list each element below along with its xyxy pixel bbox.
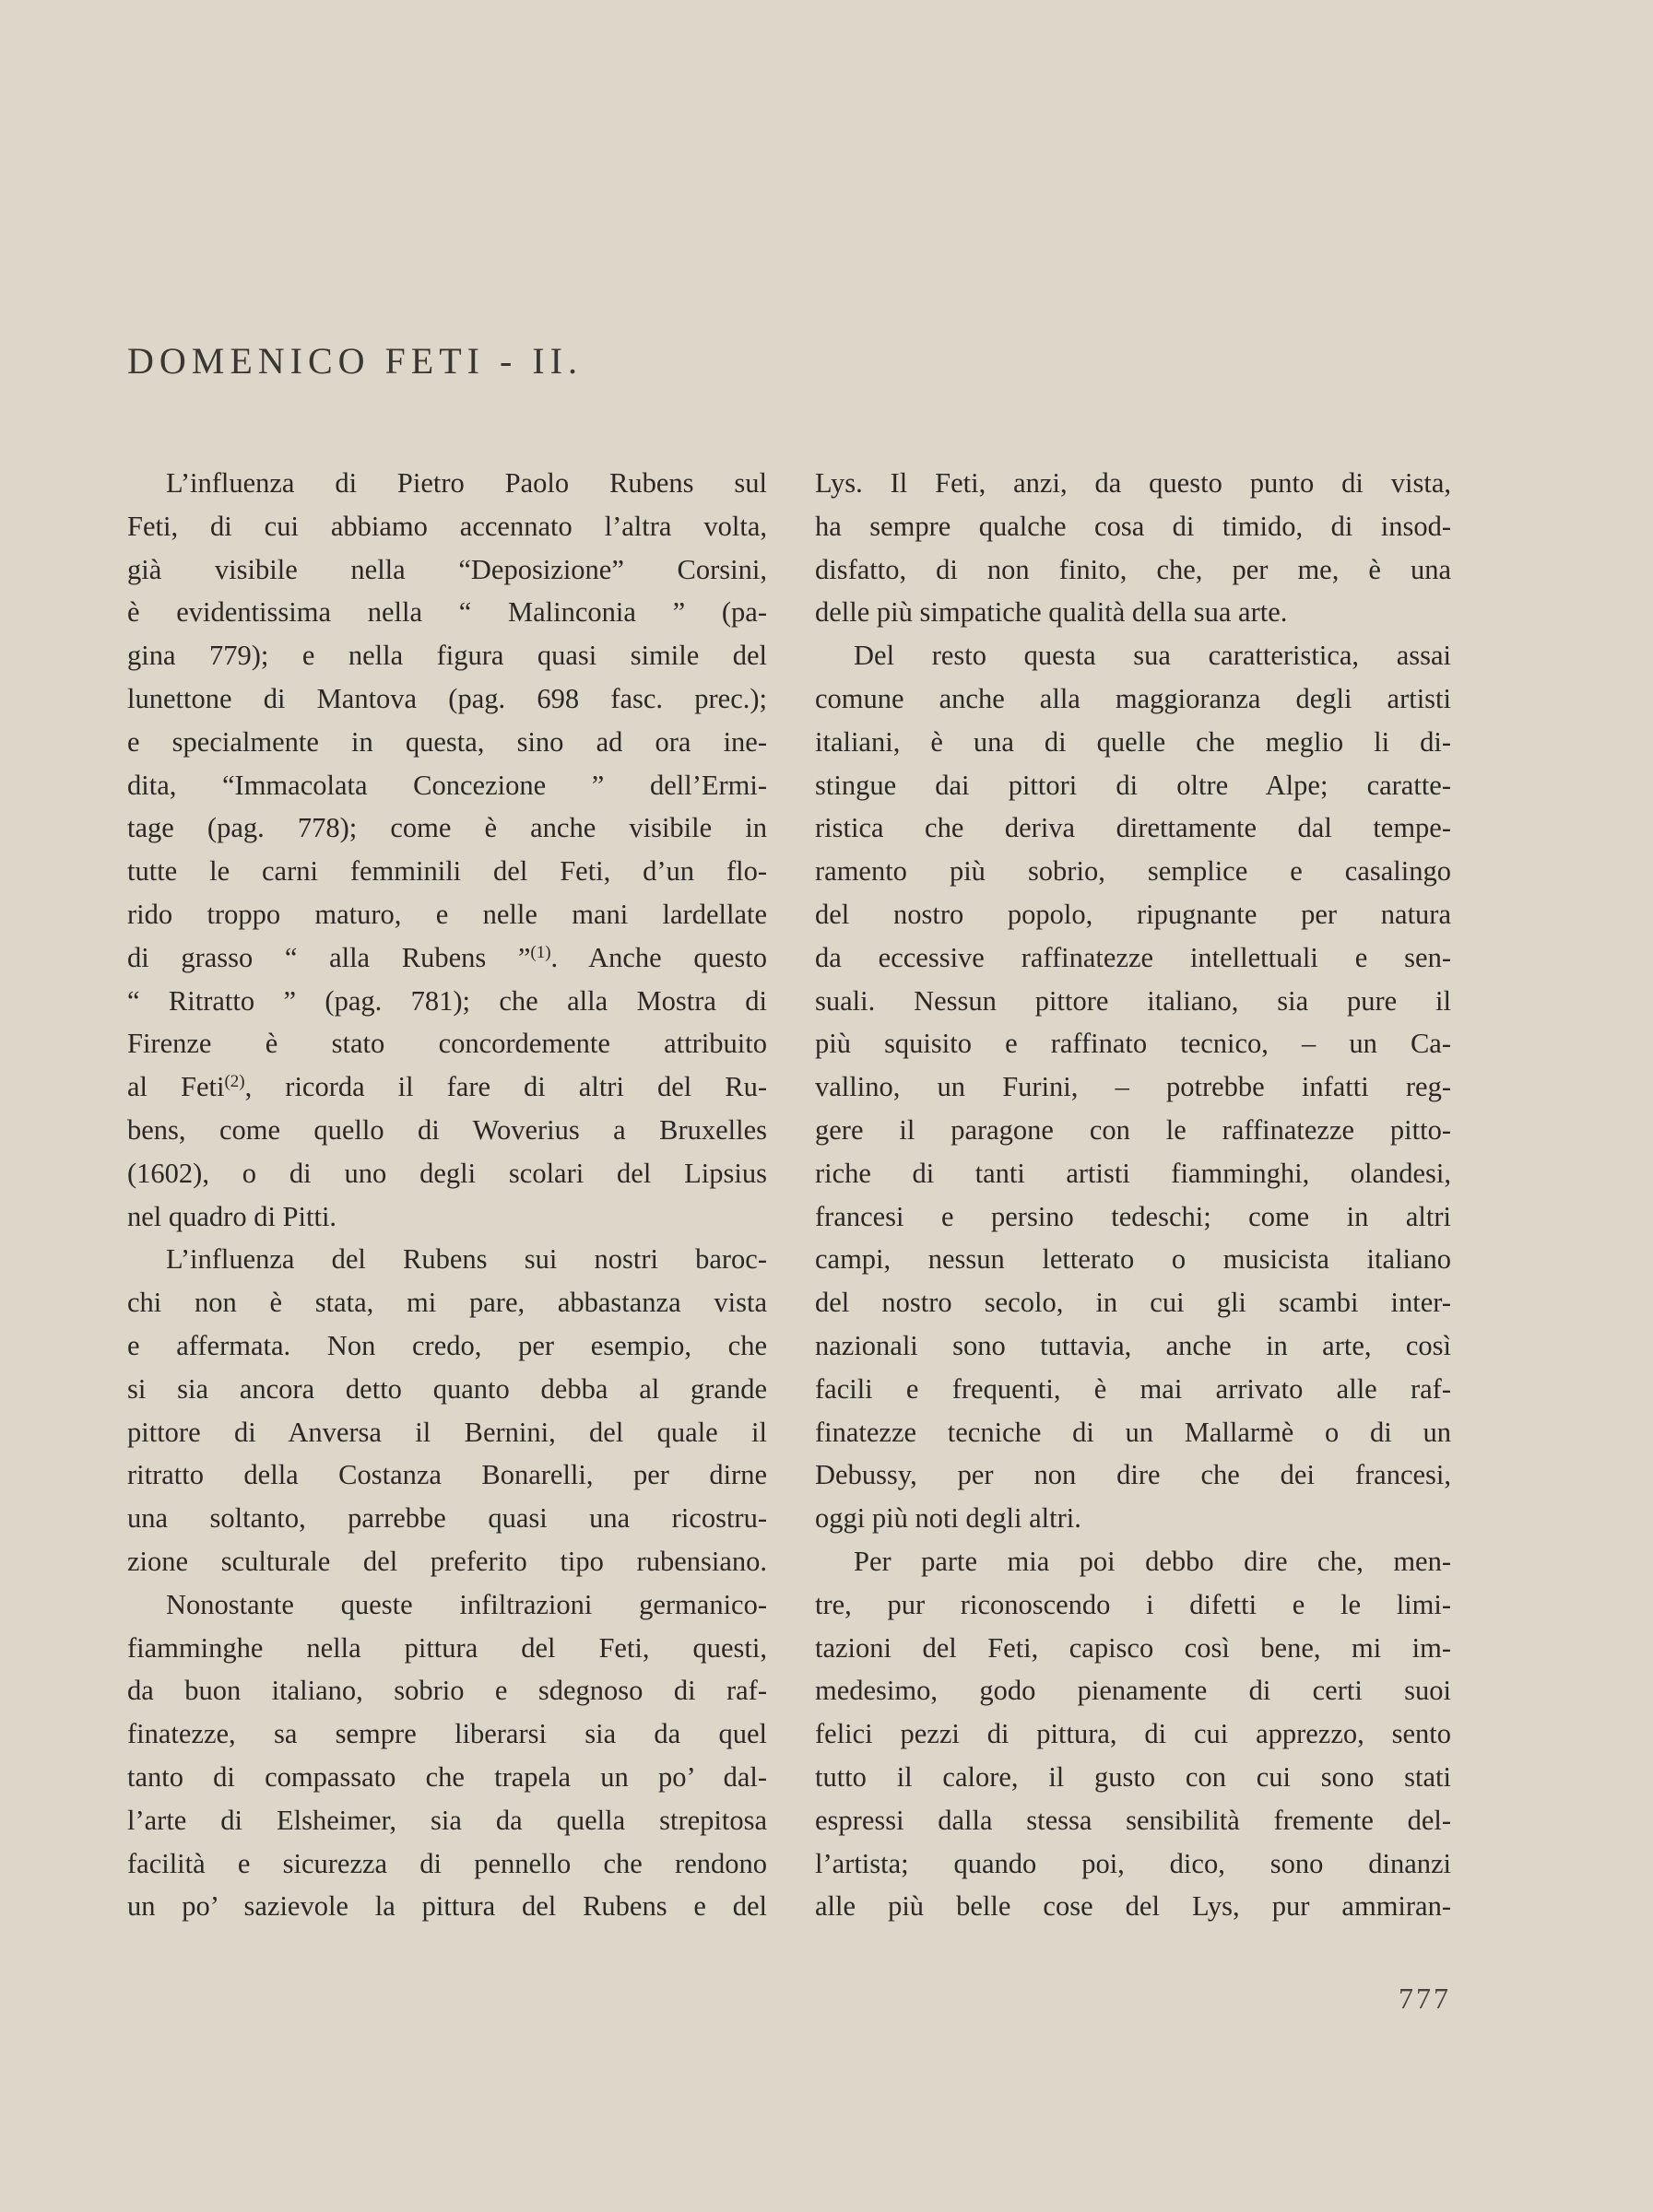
text-line: facilità e sicurezza di pennello che rendono (127, 1847, 767, 1879)
text-line: Firenze è stato concordemente attribuito (127, 1028, 767, 1060)
text-line: tre, pur riconoscendo i difetti e le limi- (815, 1588, 1451, 1620)
text-line: finatezze, sa sempre liberarsi sia da quel (127, 1718, 767, 1750)
right-column (815, 462, 1451, 1928)
text-line: suali. Nessun pittore italiano, sia pure il (815, 984, 1451, 1017)
text-line: da buon italiano, sobrio e sdegnoso di raf- (127, 1675, 767, 1707)
text-line: ritratto della Costanza Bonarelli, per dirne (127, 1459, 767, 1491)
text-line: già visibile nella “Deposizione” Corsini, (127, 553, 767, 585)
text-line: comune anche alla maggioranza degli artisti (815, 682, 1451, 714)
text-line: riche di tanti artisti fiamminghi, olandesi, (815, 1157, 1451, 1189)
text-line: un po’ sazievole la pittura del Rubens e del (127, 1890, 767, 1923)
left-column (127, 462, 767, 1928)
text-line: più squisito e raffinato tecnico, – un Ca- (815, 1028, 1451, 1060)
text-line: stingue dai pittori di oltre Alpe; caratte- (815, 769, 1451, 801)
text-line: zione sculturale del preferito tipo rubensiano. (127, 1545, 767, 1577)
text-line: espressi dalla stessa sensibilità fremente del- (815, 1804, 1451, 1836)
text-line: ramento più sobrio, semplice e casalingo (815, 855, 1451, 888)
text-line: finatezze tecniche di un Mallarmè o di un (815, 1416, 1451, 1448)
text-line: facili e frequenti, è mai arrivato alle raf- (815, 1372, 1451, 1405)
text-line-with-note (127, 1065, 767, 1109)
text-segment: . Anche questo (550, 941, 767, 973)
text-line: tazioni del Feti, capisco così bene, mi im- (815, 1631, 1451, 1664)
text-line: si sia ancora detto quanto debba al grande (127, 1372, 767, 1405)
text-line: Nonostante queste infiltrazioni germanico- (166, 1588, 767, 1620)
text-line: è evidentissima nella “ Malinconia ” (pa- (127, 596, 767, 629)
text-line: “ Ritratto ” (pag. 781); che alla Mostra di (127, 984, 767, 1017)
text-line: del nostro popolo, ripugnante per natura (815, 898, 1451, 930)
text-line: nel quadro di Pitti. (127, 1200, 337, 1232)
text-line: e affermata. Non credo, per esempio, che (127, 1329, 767, 1361)
text-line: oggi più noti degli altri. (815, 1502, 1081, 1535)
text-line: lunettone di Mantova (pag. 698 fasc. prec.); (127, 682, 767, 714)
text-line: tage (pag. 778); come è anche visibile in (127, 812, 767, 844)
text-line: tutte le carni femminili del Feti, d’un flo- (127, 855, 767, 888)
text-line: bens, come quello di Woverius a Bruxelles (127, 1113, 767, 1146)
text-line: Debussy, per non dire che dei francesi, (815, 1459, 1451, 1491)
text-line: vallino, un Furini, – potrebbe infatti reg- (815, 1071, 1451, 1103)
text-line: fiamminghe nella pittura del Feti, questi, (127, 1631, 767, 1664)
text-line: campi, nessun letterato o musicista italiano (815, 1243, 1451, 1276)
text-line: L’influenza del Rubens sui nostri baroc- (166, 1243, 767, 1276)
text-line: tutto il calore, il gusto con cui sono stati (815, 1760, 1451, 1793)
text-line: da eccessive raffinatezze intellettuali e sen- (815, 941, 1451, 973)
text-line: gere il paragone con le raffinatezze pitto- (815, 1113, 1451, 1146)
text-line: l’arte di Elsheimer, sia da quella strepitosa (127, 1804, 767, 1836)
text-line: chi non è stata, mi pare, abbastanza vista (127, 1287, 767, 1319)
text-line: delle più simpatiche qualità della sua arte. (815, 596, 1288, 629)
text-segment: di grasso “ alla Rubens ” (127, 941, 531, 973)
article-title: DOMENICO FETI - II. (127, 340, 583, 382)
text-line: del nostro secolo, in cui gli scambi inter- (815, 1287, 1451, 1319)
page-number: 777 (1399, 1982, 1451, 2015)
text-line: tanto di compassato che trapela un po’ dal- (127, 1760, 767, 1793)
text-line: L’influenza di Pietro Paolo Rubens sul (166, 467, 767, 499)
text-line: francesi e persino tedeschi; come in altri (815, 1200, 1451, 1232)
text-line: Feti, di cui abbiamo accennato l’altra volta, (127, 510, 767, 542)
text-line-with-note (127, 936, 767, 980)
text-line: Del resto questa sua caratteristica, assai (854, 640, 1451, 672)
text-line: (1602), o di uno degli scolari del Lipsius (127, 1157, 767, 1189)
text-line: medesimo, godo pienamente di certi suoi (815, 1675, 1451, 1707)
text-line: felici pezzi di pittura, di cui apprezzo, sento (815, 1718, 1451, 1750)
text-line: ha sempre qualche cosa di timido, di insod- (815, 510, 1451, 542)
text-line: gina 779); e nella figura quasi simile del (127, 640, 767, 672)
text-line: l’artista; quando poi, dico, sono dinanzi (815, 1847, 1451, 1879)
footnote-ref-2: (2) (224, 1072, 245, 1092)
text-line: una soltanto, parrebbe quasi una ricostru- (127, 1502, 767, 1535)
text-line: e specialmente in questa, sino ad ora ine- (127, 725, 767, 758)
text-line: italiani, è una di quelle che meglio li di- (815, 725, 1451, 758)
footnote-ref-1: (1) (530, 942, 551, 962)
text-line: alle più belle cose del Lys, pur ammiran- (815, 1890, 1451, 1923)
text-line: Per parte mia poi debbo dire che, men- (854, 1545, 1451, 1577)
text-line: Lys. Il Feti, anzi, da questo punto di vista, (815, 467, 1451, 499)
text-segment: al Feti (127, 1071, 225, 1103)
text-line: dita, “Immacolata Concezione ” dell’Ermi- (127, 769, 767, 801)
text-line: ristica che deriva direttamente dal tempe- (815, 812, 1451, 844)
text-line: rido troppo maturo, e nelle mani lardellate (127, 898, 767, 930)
text-line: disfatto, di non finito, che, per me, è una (815, 553, 1451, 585)
text-segment: , ricorda il fare di altri del Ru- (244, 1071, 767, 1103)
text-line: pittore di Anversa il Bernini, del quale il (127, 1416, 767, 1448)
text-line: nazionali sono tuttavia, anche in arte, così (815, 1329, 1451, 1361)
